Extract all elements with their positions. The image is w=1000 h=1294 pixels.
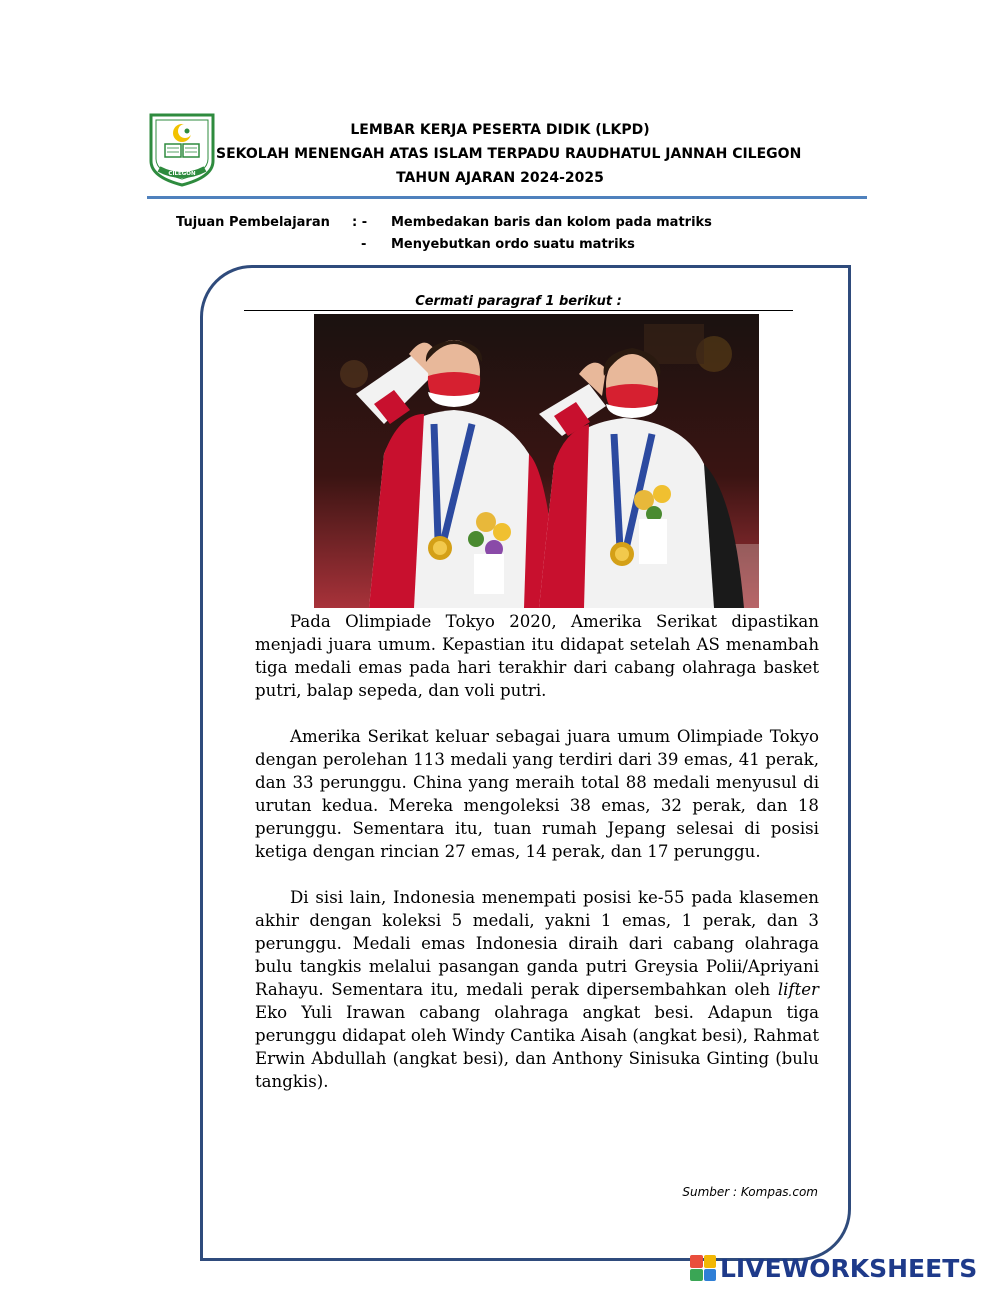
paragraph-3-part-b: Eko Yuli Irawan cabang olahraga angkat besi. Adapun tiga perunggu didapat oleh Windy Cantika Aisah (angkat besi), Rahmat Erwin Abdullah (angkat besi), dan Anthony Sinisuka Ginting (bulu tangkis).	[255, 1003, 819, 1091]
header-title: LEMBAR KERJA PESERTA DIDIK (LKPD)	[350, 122, 650, 138]
liveworksheets-watermark	[690, 1253, 977, 1283]
liveworksheets-logo-icon	[690, 1255, 716, 1281]
header-divider	[147, 196, 867, 199]
article-paragraph-2: Amerika Serikat keluar sebagai juara umum Olimpiade Tokyo dengan perolehan 113 medali yang terdiri dari 39 emas, 41 perak, dan 33 perunggu. China yang meraih total 88 medali menyusul di urutan kedua. Mereka mengoleksi 38 emas, 32 perak, dan 18 perunggu. Sementara itu, tuan rumah Jepang selesai di posisi ketiga dengan rincian 27 emas, 14 perak, dan 17 perunggu.	[255, 727, 819, 861]
liveworksheets-wordmark: LIVEWORKSHEETS	[720, 1253, 978, 1283]
objective-item: Menyebutkan ordo suatu matriks	[391, 237, 635, 252]
source-credit: Sumber : Kompas.com	[682, 1185, 818, 1199]
svg-text:CILEGON: CILEGON	[168, 171, 196, 177]
article-paragraph-1: Pada Olimpiade Tokyo 2020, Amerika Serikat dipastikan menjadi juara umum. Kepastian itu didapat setelah AS menambah tiga medali emas pada hari terakhir dari cabang olahraga basket putri, balap sepeda, dan voli putri.	[255, 612, 819, 700]
objectives-colon: : -	[352, 215, 368, 230]
athletes-photo	[314, 314, 759, 608]
article-text	[255, 610, 819, 1116]
objective-item: Membedakan baris dan kolom pada matriks	[391, 215, 712, 230]
article-paragraph-3	[255, 886, 819, 1093]
instruction-heading: Cermati paragraf 1 berikut :	[244, 294, 793, 311]
paragraph-3-part-a: Di sisi lain, Indonesia menempati posisi ke-55 pada klasemen akhir dengan koleksi 5 medali, yakni 1 emas, 1 perak, dan 3 perunggu. Medali emas Indonesia diraih dari cabang olahraga bulu tangkis melalui pasangan ganda putri Greysia Polii/Apriyani Rahayu. Sementara itu, medali perak dipersembahkan oleh	[255, 888, 819, 999]
objectives-dash: -	[361, 237, 367, 252]
header-school-name: SEKOLAH MENENGAH ATAS ISLAM TERPADU RAUDHATUL JANNAH CILEGON	[216, 146, 802, 162]
paragraph-3-emphasis: lifter	[777, 980, 819, 999]
header-academic-year: TAHUN AJARAN 2024-2025	[396, 170, 604, 186]
objectives-label: Tujuan Pembelajaran	[176, 215, 330, 230]
